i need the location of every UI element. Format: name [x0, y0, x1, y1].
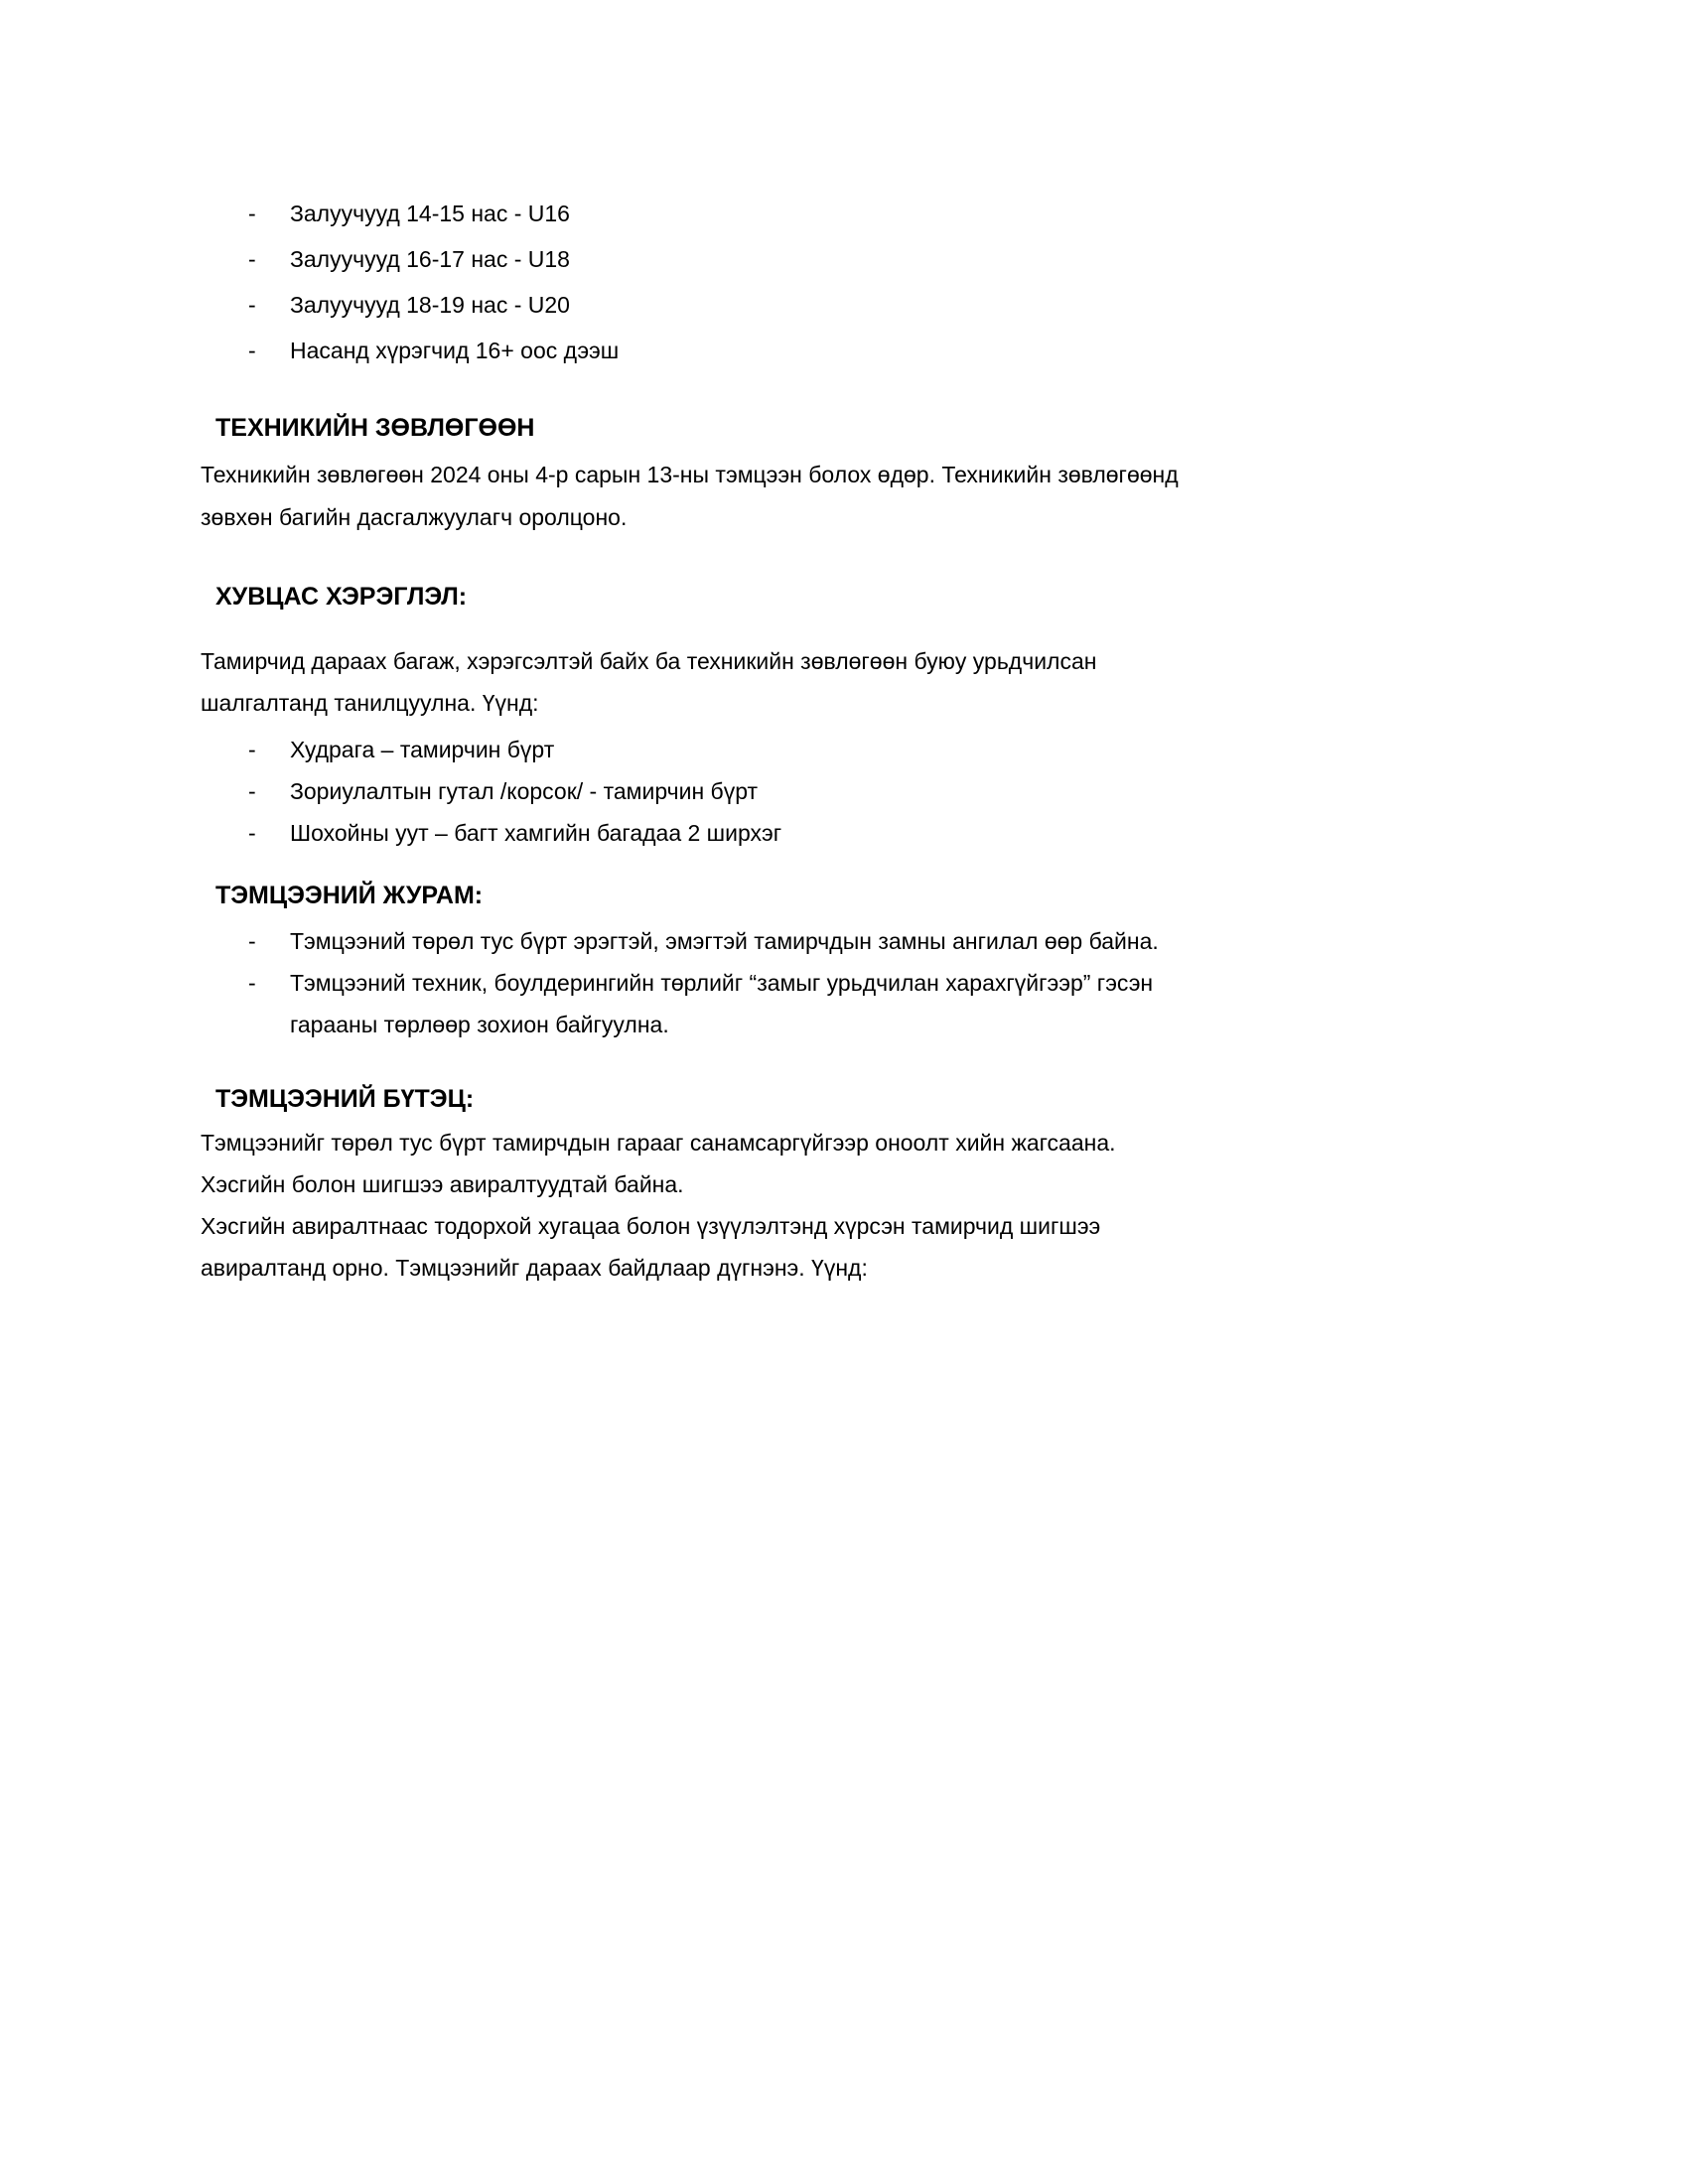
list-item — [201, 236, 1501, 282]
list-item-marker: - — [248, 338, 256, 363]
list-item — [201, 812, 1501, 854]
list-item — [201, 328, 1501, 373]
list-item-marker: - — [248, 820, 256, 846]
list-item-marker: - — [248, 246, 256, 272]
section-heading-technical-meeting: ТЕХНИКИЙН ЗӨВЛӨГӨӨН — [215, 414, 535, 442]
paragraph-line: Хэсгийн авиралтнаас тодорхой хугацаа болон үзүүлэлтэнд хүрсэн тамирчид шигшээ — [201, 1213, 1101, 1239]
list-item — [201, 191, 1501, 236]
paragraph-line: Техникийн зөвлөгөөн 2024 оны 4-р сарын 13-ны тэмцээн болох өдөр. Техникийн зөвлөгөөнд — [201, 462, 1179, 487]
paragraph-line: авиралтанд орно. Тэмцээнийг дараах байдлаар дүгнэнэ. Үүнд: — [201, 1255, 868, 1281]
list-item-text: Шохойны уут – багт хамгийн багадаа 2 ширхэг — [290, 820, 782, 846]
list-item-continuation: гарааны төрлөөр зохион байгуулна. — [290, 1012, 669, 1037]
paragraph-line: Тамирчид дараах багаж, хэрэгсэлтэй байх ба техникийн зөвлөгөөн буюу урьдчилсан — [201, 648, 1097, 674]
list-item-marker: - — [248, 928, 256, 954]
list-item-text: Залуучууд 18-19 нас - U20 — [290, 292, 570, 318]
list-item-text: Худрага – тамирчин бүрт — [290, 737, 555, 762]
section-heading-rules: ТЭМЦЭЭНИЙ ЖУРАМ: — [215, 882, 484, 909]
list-item-text: Залуучууд 16-17 нас - U18 — [290, 246, 570, 272]
list-item-marker: - — [248, 292, 256, 318]
list-item-marker: - — [248, 737, 256, 762]
list-item-text: Зориулалтын гутал /корсок/ - тамирчин бүрт — [290, 778, 759, 804]
list-item-text: Тэмцээний төрөл тус бүрт эрэгтэй, эмэгтэй тамирчдын замны ангилал өөр байна. — [290, 928, 1159, 954]
list-item — [201, 770, 1501, 812]
list-item — [201, 920, 1501, 962]
list-item-text: Насанд хүрэгчид 16+ оос дээш — [290, 338, 620, 363]
paragraph-line: зөвхөн багийн дасгалжуулагч оролцоно. — [201, 504, 628, 530]
paragraph-line: Тэмцээнийг төрөл тус бүрт тамирчдын гарааг санамсаргүйгээр оноолт хийн жагсаана. — [201, 1130, 1116, 1156]
paragraph-line: шалгалтанд танилцуулна. Үүнд: — [201, 690, 539, 716]
list-item — [201, 729, 1501, 770]
section-heading-structure: ТЭМЦЭЭНИЙ БҮТЭЦ: — [215, 1085, 475, 1113]
list-item-marker: - — [248, 201, 256, 226]
list-item — [201, 282, 1501, 328]
paragraph-line: Хэсгийн болон шигшээ авиралтуудтай байна. — [201, 1171, 684, 1197]
list-item-marker: - — [248, 970, 256, 996]
list-item-text: Тэмцээний техник, боулдерингийн төрлийг “замыг урьдчилан харахгүйгээр” гэсэн — [290, 970, 1154, 996]
list-item-text: Залуучууд 14-15 нас - U16 — [290, 201, 570, 226]
section-heading-equipment: ХУВЦАС ХЭРЭГЛЭЛ: — [215, 583, 468, 611]
list-item-marker: - — [248, 778, 256, 804]
list-item — [201, 962, 1501, 1004]
